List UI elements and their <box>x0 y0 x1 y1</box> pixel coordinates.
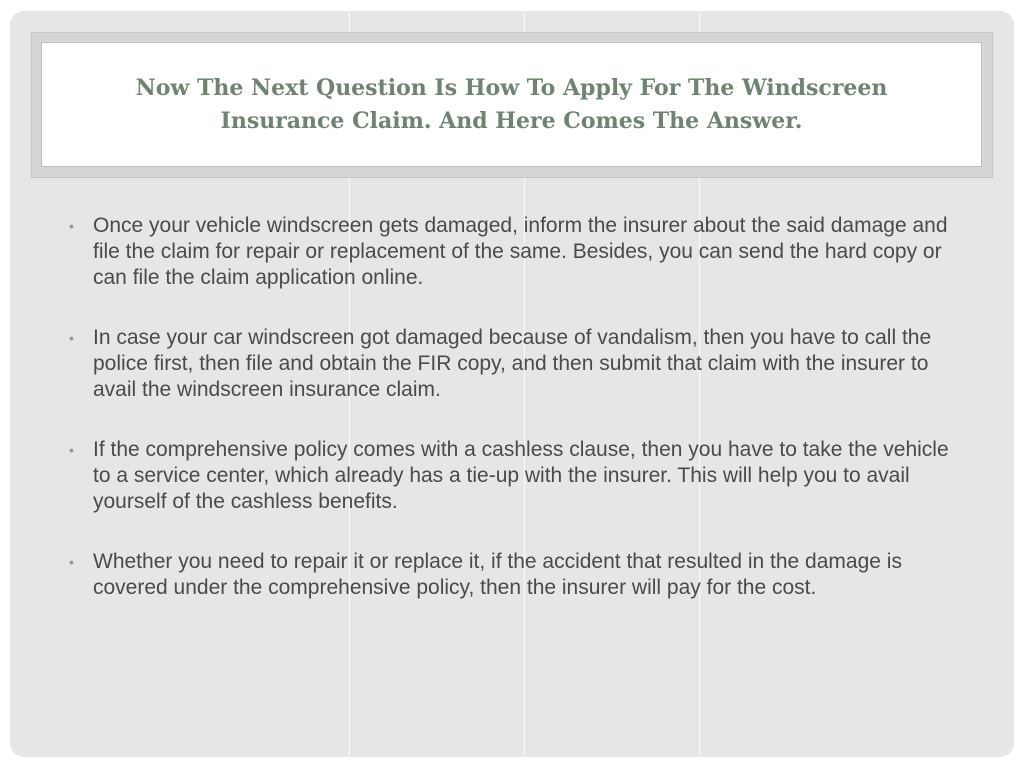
bullet-point-icon: • <box>69 330 74 346</box>
slide <box>10 11 1014 757</box>
bullet-list <box>66 213 966 635</box>
bullet-point-icon: • <box>69 218 74 234</box>
bullet-item <box>66 213 966 291</box>
bullet-point-icon: • <box>69 442 74 458</box>
bullet-text: In case your car windscreen got damaged because of vandalism, then you have to call the police first, then file and obtain the FIR copy, and then submit that claim with the insurer to avail the windscreen insurance claim. <box>93 326 932 401</box>
title-panel <box>41 42 982 167</box>
bullet-item <box>66 437 966 515</box>
bullet-text: If the comprehensive policy comes with a cashless clause, then you have to take the vehicle to a service center, which already has a tie-up with the insurer. This will help you to avail yourself of the cashless benefits. <box>93 438 949 513</box>
bullet-point-icon: • <box>69 554 74 570</box>
bullet-text: Whether you need to repair it or replace it, if the accident that resulted in the damage is covered under the comprehensive policy, then the insurer will pay for the cost. <box>93 550 902 599</box>
slide-title: Now The Next Question Is How To Apply For The Windscreen Insurance Claim. And Here Comes The Answer. <box>135 74 888 134</box>
bullet-item <box>66 549 966 601</box>
title-frame <box>31 32 993 178</box>
bullet-item <box>66 325 966 403</box>
bullet-text: Once your vehicle windscreen gets damaged, inform the insurer about the said damage and file the claim for repair or replacement of the same. Besides, you can send the hard copy or can file the claim application online. <box>93 214 948 289</box>
